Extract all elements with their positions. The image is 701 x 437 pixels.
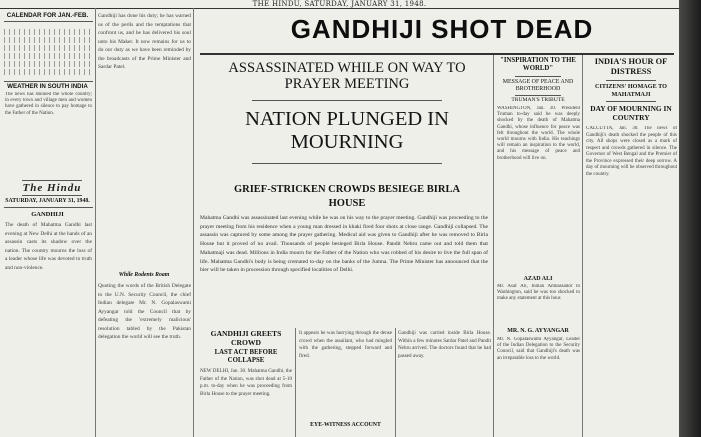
column-divider [295,328,296,437]
subheadline-nation-mourning: NATION PLUNGED IN MOURNING [245,108,449,153]
story-title: GANDHIJI GREETS CROWD [210,329,282,347]
paragraph: CALCUTTA, Jan. 30. The news of Gandhiji's death shocked the people of this city. All shops were closed as a mark of respect and crowds gathered in silence. [586,126,677,151]
paragraph: Gandhiji was proceeding to the prayer meeting from his residence when a young man dressed in khaki fired four shots at close range. Gandhiji collapsed. The assassin was captured by some among the prayer gathering. [200,215,488,239]
paragraph: Medical aid was given to Gandhiji after he was removed to Birla House but it proved of no avail. Thousands of people besieged Birla House. Pandit Nehru came out and told them that Mahatmaji was dead. [200,232,488,256]
column-text: Gandhiji was carried inside Birla House. Within a few minutes Sardar Patel and Pandit Nehru arrived. The doctors found that he had passed away. [398,330,491,359]
column-divider [493,55,494,437]
divider [4,81,93,82]
background-edge [679,0,701,437]
editorial-text: The death of Mahatma Gandhi last evening at New Delhi at the hands of an assassin casts its shadow over the nation. The country mourns the loss of a leader whose life was devoted to truth and non-violence. [5,222,92,271]
column-divider [95,8,96,437]
story-title: AZAD ALI [523,276,553,282]
story-subtitle: MESSAGE OF PEACE AND BROTHERHOOD [502,79,574,92]
main-story-text [200,214,488,328]
divider [252,163,442,164]
masthead: THE HINDU, SATURDAY, JANUARY 31, 1948. [0,0,679,9]
paragraph: WASHINGTON, Jan. 30. President Truman to-day said he was deeply shocked by the death of Mahatma Gandhi, whose influence for peace was felt throughout the world. [497,106,580,136]
story-text [497,106,580,276]
column-subhead: While Rodents Roam [118,272,170,278]
column-divider [193,8,194,437]
story-text [586,126,677,437]
weather-title: WEATHER IN SOUTH INDIA [7,83,88,90]
column-text: Gandhiji has done his duty; he has warned us of the perils and the temptations that confront us, and he has delivered his soul unto his Maker. It now remains for us to do our duty as we have been reminded by the broadcasts of the Prime Minister and Sardar Patel. [98,13,191,70]
story-title: INDIA'S HOUR OF DISTRESS [594,57,668,76]
subheadline-assassinated: ASSASSINATED WHILE ON WAY TO PRAYER MEETING [228,60,466,92]
divider [4,21,93,22]
story-text: Mr. Asaf Ali, Indian Ambassador to Washington, said he was too shocked to make any statement at this hour. [497,284,580,302]
paragraph: Mahatma Gandhi was assassinated last evening while he was on his way to the prayer meeting. [200,215,416,221]
paragraph: The Governor of West Bengal and the Premier of the Province expressed their deep sorrow. A day of mourning will be observed throughout the country. [586,145,677,177]
divider [515,95,561,96]
divider [606,80,656,81]
column-divider [582,55,583,437]
story-subtitle: DAY OF MOURNING IN COUNTRY [590,104,672,122]
divider [515,76,561,77]
weather-text: The news has stunned the whole country; in every town and village men and women have gathered in silence to pay homage to the Father of the Nation. [5,92,92,116]
headline-rule [200,53,674,55]
story-subtitle: TRUMAN'S TRIBUTE [511,97,565,103]
eyewitness-title: EYE-WITNESS ACCOUNT [310,422,381,428]
column-text: It appears he was hurrying through the dense crowd when the assailant, who had mingled with the gathering, stepped forward and fired. [299,330,392,359]
paragraph: The whole world mourns with India. His teachings will remain an inspiration to the world, and his message of peace and brotherhood will live on. [497,130,580,161]
divider [606,101,656,102]
column-divider [395,328,396,437]
calendar-title: CALENDAR FOR JAN.-FEB. [6,12,89,19]
newspaper-emblem-logo: The Hindu [22,182,82,194]
story-title: MR. N. G. AYYANGAR [507,328,569,334]
main-headline: GANDHIJI SHOT DEAD [290,14,594,44]
divider [4,207,93,208]
story-text: NEW DELHI, Jan. 30. Mahatma Gandhi, the Father of the Nation, was shot dead at 5-10 p.m. to-day when he was proceeding from Birla House to the prayer meeting. [200,368,292,397]
story-subtitle: CITIZENS' HOMAGE TO MAHATMAJI [595,83,667,98]
subheadline-grief-stricken: GRIEF-STRICKEN CROWDS BESIEGE BIRLA HOUSE [233,184,461,209]
story-subtitle: LAST ACT BEFORE COLLAPSE [214,349,278,364]
column-text: Quoting the words of the British Delegate to the U.N. Security Council, the chief Indian delegate Mr. N. Gopalaswami Ayyangar told the Council that by defeating the 'extremely malicious' resolution tabled by the Pakistan delegation the world will see the truth. [98,283,191,340]
calendar-table [4,29,93,77]
story-title: "INSPIRATION TO THE WORLD" [500,57,576,72]
divider [252,100,442,101]
date-line: SATURDAY, JANUARY 31, 1948. [5,198,90,204]
editorial-title: GANDHIJI [31,211,64,218]
story-text: Mr. N. Gopalaswami Ayyangar, Leader of the Indian Delegation to the Security Council, said that Gandhiji's death was an irreparable loss to the world. [497,337,580,361]
paragraph: Millions in India mourn for the Father of the Nation who was robbed of his desire to live the full span of life. Mahatma Gandhi's body is being cremated to-day on the banks of the Jumna. The Prime Minister has announced that the bier will be taken in procession through specified localities of Delhi. [200,249,488,274]
